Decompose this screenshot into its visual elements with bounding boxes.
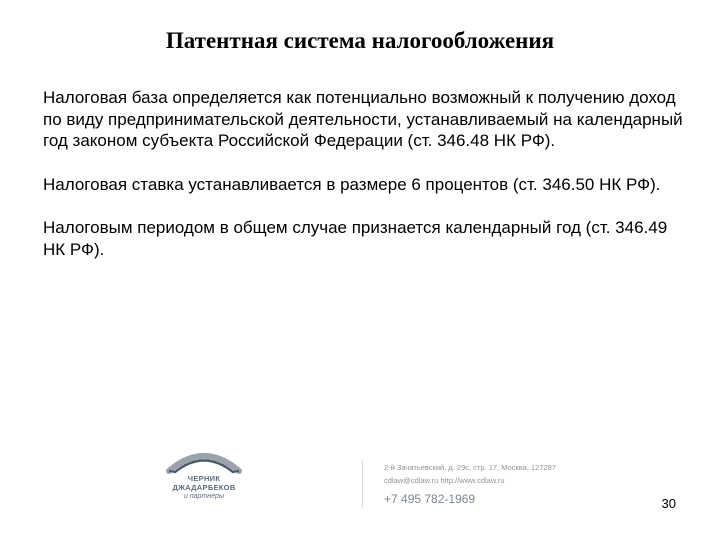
logo-text-line2: ДЖАДАРБЕКОВ	[172, 483, 236, 492]
footer-address: 2-й Зачатьевский, д. 29с, стр. 17, Москва, 127287	[384, 463, 557, 472]
page-number: 30	[661, 496, 676, 511]
paragraph-tax-period: Налоговым периодом в общем случае признается календарный год (ст. 346.49 НК РФ).	[43, 218, 668, 259]
slide-body	[43, 87, 683, 282]
logo-text-line3: и партнеры	[183, 493, 225, 500]
paragraph-tax-base: Налоговая база определяется как потенциально возможный к получению доход по виду предпринимательской деятельности, устанавливаемый на календарный год законом субъекта Российской Федерации (ст. 346.48 НК РФ).	[43, 88, 683, 150]
company-logo	[163, 445, 245, 525]
slide-title: Патентная система налогообложения	[165, 28, 555, 53]
logo-arc-icon	[163, 445, 245, 475]
footer-email[interactable]: cdlaw@cdlaw.ru http://www.cdlaw.ru	[384, 476, 505, 485]
footer-divider	[362, 460, 363, 508]
footer-phone[interactable]: +7 495 782-1969	[384, 492, 476, 506]
footer-contacts	[384, 463, 556, 506]
logo-text-line1: ЧЕРНИК	[187, 474, 221, 483]
paragraph-tax-rate: Налоговая ставка устанавливается в размере 6 процентов (ст. 346.50 НК РФ).	[43, 174, 661, 194]
